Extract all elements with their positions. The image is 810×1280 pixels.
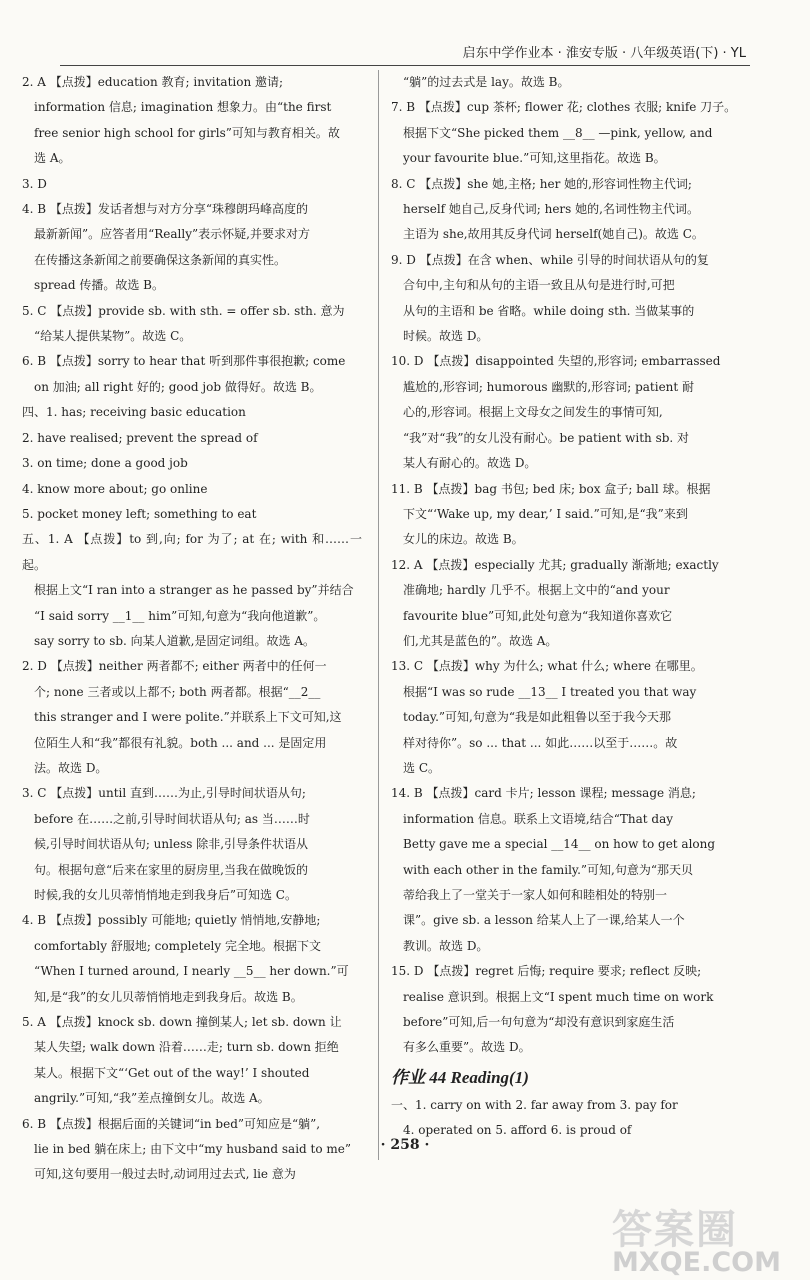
answer-line: 选 A。 [34, 151, 71, 166]
answer-line: 11. B 【点拨】bag 书包; bed 床; box 盒子; ball 球。根据 [391, 481, 711, 496]
answer-line: 可知,这句要用一般过去时,动词用过去式, lie 意为 [34, 1167, 296, 1182]
answer-line: 4. know more about; go online [22, 481, 208, 496]
answer-line: angrily.”可知,“我”差点撞倒女儿。故选 A。 [34, 1091, 270, 1106]
answer-line: today.”可知,句意为“我是如此粗鲁以至于我今天那 [403, 710, 671, 725]
watermark [612, 1198, 781, 1278]
answer-line: 在传播这条新闻之前要确保这条新闻的真实性。 [34, 252, 287, 267]
answer-line: information 信息; imagination 想象力。由“the first [34, 100, 332, 115]
answer-line: 教训。故选 D。 [403, 938, 489, 953]
answer-line: 最新新闻”。应答者用“Really”表示怀疑,并要求对方 [34, 227, 310, 242]
answer-line: 某人有耐心的。故选 D。 [403, 456, 537, 471]
answer-line: “给某人提供某物”。故选 C。 [34, 329, 192, 344]
answer-line: 15. D 【点拨】regret 后悔; require 要求; reflect 反映; [391, 964, 702, 979]
answer-line: 位陌生人和“我”都很有礼貌。both ... and ... 是固定用 [34, 735, 327, 750]
answer-line: 7. B 【点拨】cup 茶杯; flower 花; clothes 衣服; knife 刀子。 [391, 100, 737, 115]
answer-line: 4. B 【点拨】发话者想与对方分享“珠穆朗玛峰高度的 [22, 202, 309, 217]
answer-line: herself 她自己,反身代词; hers 她的,名词性物主代词。 [403, 202, 699, 217]
answer-line: this stranger and I were polite.”并联系上下文可知,这 [34, 710, 342, 725]
answer-line: free senior high school for girls”可知与教育相关。故 [34, 125, 340, 140]
answer-line: 样对待你”。so ... that ... 如此……以至于……。故 [403, 735, 678, 750]
section-title: 作业 44 Reading(1) [391, 1067, 529, 1087]
answer-line: 候,引导时间状语从句; unless 除非,引导条件状语从 [34, 837, 309, 852]
answer-line: 准确地; hardly 几乎不。根据上文中的“and your [403, 583, 670, 598]
answer-line: 8. C 【点拨】she 她,主格; her 她的,形容词性物主代词; [391, 176, 692, 191]
answer-line: 合句中,主句和从句的主语一致且从句是进行时,可把 [403, 278, 675, 293]
section-line: 4. operated on 5. afford 6. is proud of [403, 1123, 632, 1138]
answer-line: 女儿的床边。故选 B。 [403, 532, 524, 547]
header-title: 启东中学作业本 · 淮安专版 · 八年级英语(下) · YL [462, 46, 746, 61]
page-number: · 258 · [380, 1137, 430, 1153]
answer-line: 个; none 三者或以上都不; both 两者都。根据“__2__ [34, 684, 321, 699]
answer-line: 某人失望; walk down 沿着……走; turn sb. down 拒绝 [34, 1040, 339, 1055]
answer-line: 选 C。 [403, 760, 440, 775]
answer-line: 5. C 【点拨】provide sb. with sth. = offer sb. sth. 意为 [22, 303, 345, 318]
answer-line: spread 传播。故选 B。 [34, 278, 164, 293]
answer-line: 句。根据句意“后来在家里的厨房里,当我在做晚饭的 [34, 862, 308, 877]
answer-line: 5. A 【点拨】knock sb. down 撞倒某人; let sb. down 让 [22, 1015, 342, 1030]
section-line: 一、1. carry on with 2. far away from 3. pay for [391, 1097, 678, 1112]
answer-line: 有多么重要”。故选 D。 [403, 1040, 531, 1055]
answer-line: on 加油; all right 好的; good job 做得好。故选 B。 [34, 379, 322, 394]
answer-line: 根据上文“I ran into a stranger as he passed by”并结合 [34, 583, 354, 598]
answer-line: 6. B 【点拨】sorry to hear that 听到那件事很抱歉; come [22, 354, 346, 369]
answer-line: 主语为 she,故用其反身代词 herself(她自己)。故选 C。 [403, 227, 704, 242]
answer-line: with each other in the family.”可知,句意为“那天贝 [403, 862, 694, 877]
answer-line: “我”对“我”的女儿没有耐心。be patient with sb. 对 [403, 430, 690, 445]
running-header [60, 44, 750, 66]
column-divider [378, 70, 379, 1160]
answer-line: 3. C 【点拨】until 直到……为止,引导时间状语从句; [22, 786, 306, 801]
answer-line: 3. on time; done a good job [22, 456, 188, 471]
answer-line: 五、1. A 【点拨】to 到,向; for 为了; at 在; with 和……一起。 [22, 532, 362, 572]
watermark-site: MXQE.COM [612, 1247, 781, 1278]
answer-line: 3. D [22, 176, 47, 191]
answer-line: “躺”的过去式是 lay。故选 B。 [403, 75, 570, 89]
left-column [22, 70, 362, 1188]
answer-line: 时候。故选 D。 [403, 329, 489, 344]
answer-line: 四、1. has; receiving basic education [22, 405, 246, 420]
answer-line: 13. C 【点拨】why 为什么; what 什么; where 在哪里。 [391, 659, 703, 674]
answer-line: realise 意识到。根据上文“I spent much time on work [403, 989, 714, 1004]
answer-line: lie in bed 躺在床上; 由下文中“my husband said to me” [34, 1142, 352, 1157]
answer-line: 从句的主语和 be 省略。while doing sth. 当做某事的 [403, 303, 695, 318]
answer-line: 蒂给我上了一堂关于一家人如何和睦相处的特别一 [403, 888, 668, 902]
answer-line: 根据“I was so rude __13__ I treated you that way [403, 684, 697, 699]
answer-line: 课”。give sb. a lesson 给某人上了一课,给某人一个 [403, 913, 685, 928]
answer-line: 知,是“我”的女儿贝蒂悄悄地走到我身后。故选 B。 [34, 989, 303, 1004]
answer-line: 下文“‘Wake up, my dear,’ I said.”可知,是“我”来到 [403, 506, 688, 521]
answer-line: before”可知,后一句句意为“却没有意识到家庭生活 [403, 1015, 675, 1030]
answer-line: 5. pocket money left; something to eat [22, 506, 257, 521]
answer-line: favourite blue”可知,此处句意为“我知道你喜欢它 [403, 608, 673, 623]
answer-line: 尴尬的,形容词; humorous 幽默的,形容词; patient 耐 [403, 379, 695, 394]
answer-line: 2. A 【点拨】education 教育; invitation 邀请; [22, 75, 284, 89]
answer-line: 根据下文“She picked them __8__ —pink, yellow, and [403, 125, 713, 140]
answer-line: 12. A 【点拨】especially 尤其; gradually 渐渐地; exactly [391, 557, 719, 572]
answer-line: 10. D 【点拨】disappointed 失望的,形容词; embarrassed [391, 354, 721, 369]
answer-line: 们,尤其是蓝色的”。故选 A。 [403, 633, 558, 648]
answer-line: 2. D 【点拨】neither 两者都不; either 两者中的任何一 [22, 659, 327, 674]
right-column [391, 70, 751, 1144]
answer-line: comfortably 舒服地; completely 完全地。根据下文 [34, 938, 321, 953]
answer-line: 6. B 【点拨】根据后面的关键词“in bed”可知应是“躺”, [22, 1116, 321, 1131]
answer-line: “When I turned around, I nearly __5__ her down.”可 [34, 964, 349, 979]
answer-line: 心的,形容词。根据上文母女之间发生的事情可知, [403, 405, 663, 420]
answer-line: say sorry to sb. 向某人道歉,是固定词组。故选 A。 [34, 633, 315, 648]
watermark-logo: 答案圈 [612, 1207, 738, 1253]
answer-line: your favourite blue.”可知,这里指花。故选 B。 [403, 151, 666, 166]
answer-line: 9. D 【点拨】在含 when、while 引导的时间状语从句的复 [391, 252, 709, 267]
answer-line: Betty gave me a special __14__ on how to get along [403, 837, 716, 852]
answer-line: 法。故选 D。 [34, 760, 108, 775]
answer-line: information 信息。联系上文语境,结合“That day [403, 811, 674, 826]
answer-line: before 在……之前,引导时间状语从句; as 当……时 [34, 811, 310, 826]
answer-line: 4. B 【点拨】possibly 可能地; quietly 悄悄地,安静地; [22, 913, 321, 928]
answer-line: 2. have realised; prevent the spread of [22, 430, 258, 445]
answer-line: 14. B 【点拨】card 卡片; lesson 课程; message 消息; [391, 786, 696, 801]
answer-line: 某人。根据下文“‘Get out of the way!’ I shouted [34, 1065, 310, 1080]
answer-line: “I said sorry __1__ him”可知,句意为“我向他道歉”。 [34, 608, 326, 623]
answer-line: 时候,我的女儿贝蒂悄悄地走到我身后”可知选 C。 [34, 888, 297, 902]
